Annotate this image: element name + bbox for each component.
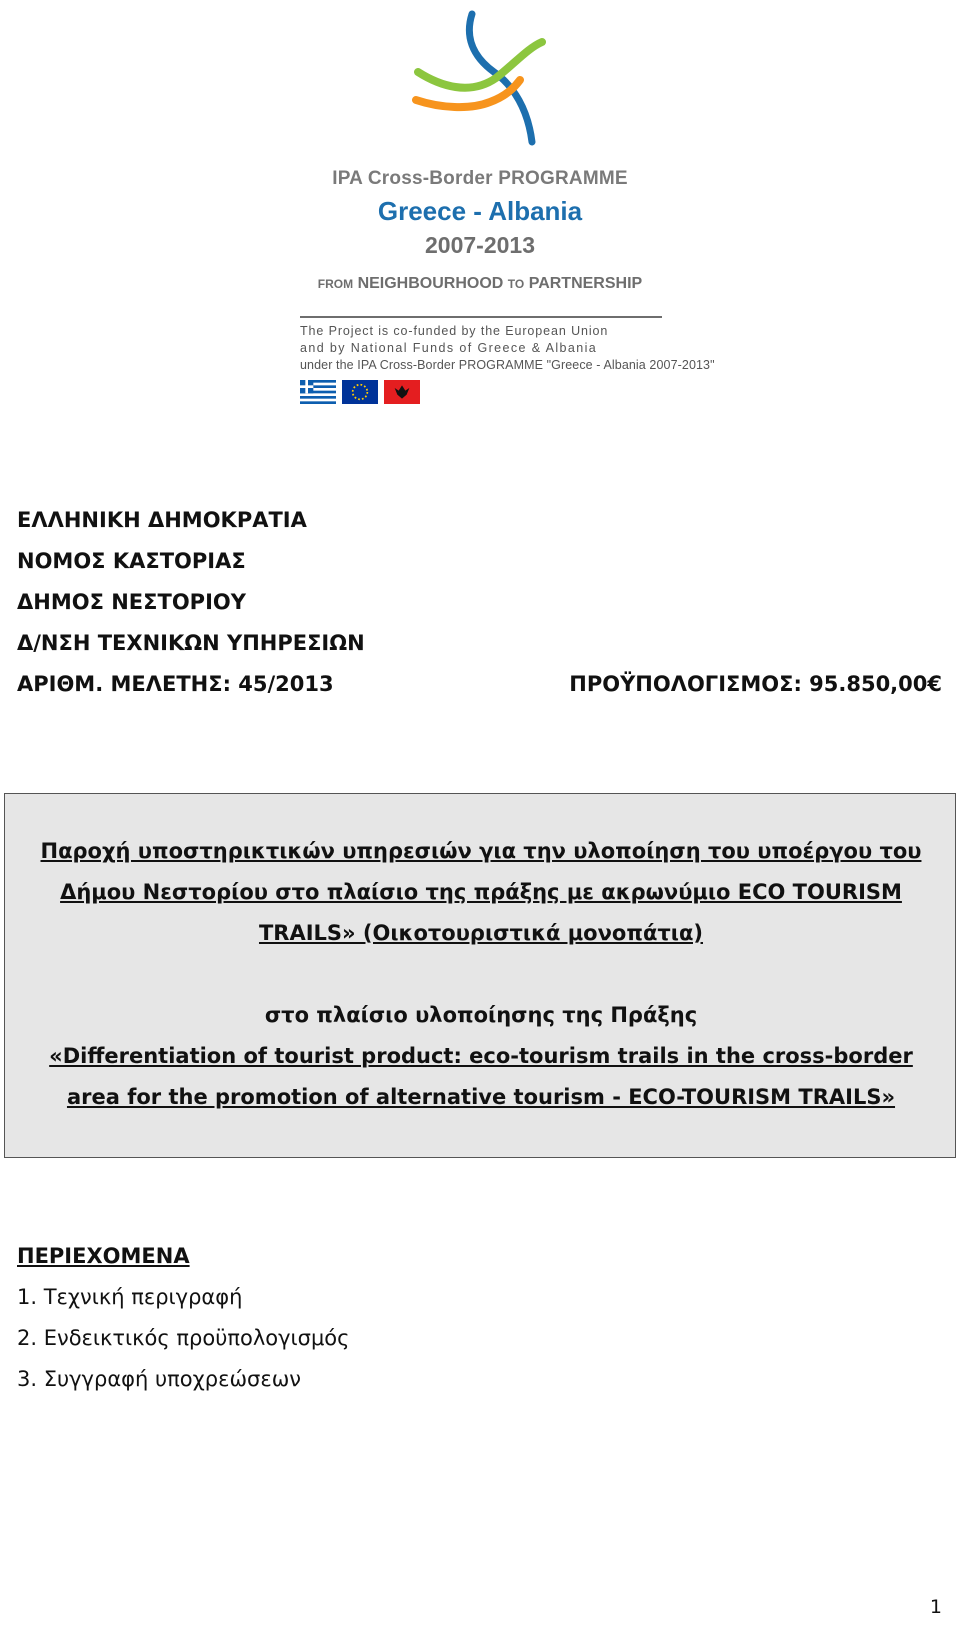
header-prefecture: ΝΟΜΟΣ ΚΑΣΤΟΡΙΑΣ	[17, 549, 246, 573]
logo-countries-text: Greece - Albania	[377, 196, 583, 226]
greece-flag-icon	[300, 380, 336, 404]
programme-logo-mark	[410, 8, 560, 148]
project-title-box	[4, 793, 956, 1158]
toc-item-obligations: 3. Συγγραφή υποχρεώσεων	[17, 1367, 302, 1391]
header-municipality: ΔΗΜΟΣ ΝΕΣΤΟΡΙΟΥ	[17, 590, 246, 614]
contents-heading: ΠΕΡΙΕΧΟΜΕΝΑ	[17, 1244, 190, 1268]
cofund-line: under the IPA Cross-Border PROGRAMME "Greece - Albania 2007-2013"	[300, 358, 715, 372]
action-context-line: στο πλαίσιο υλοποίησης της Πράξης	[264, 1003, 698, 1027]
cofund-line: The Project is co-funded by the European Union	[300, 324, 609, 338]
albania-flag-icon	[384, 380, 420, 404]
tagline-from: FROM	[317, 277, 354, 291]
tagline-neighbourhood: NEIGHBOURHOOD	[357, 275, 504, 292]
logo-tagline	[0, 275, 960, 293]
header-directorate: Δ/ΝΣΗ ΤΕΧΝΙΚΩΝ ΥΠΗΡΕΣΙΩΝ	[17, 631, 365, 655]
tagline-to: TO	[507, 277, 525, 291]
logo-years-text: 2007-2013	[425, 232, 535, 258]
logo-divider	[300, 316, 662, 318]
title-line: TRAILS» (Οικοτουριστικά μονοπάτια)	[258, 921, 703, 945]
title-line: Δήμου Νεστορίου στο πλαίσιο της πράξης με ακρωνύμιο ECO TOURISM	[60, 880, 902, 904]
toc-item-indicative-budget: 2. Ενδεικτικός προϋπολογισμός	[17, 1326, 350, 1350]
logo-programme-text: IPA Cross-Border PROGRAMME	[332, 168, 628, 189]
study-number: ΑΡΙΘΜ. ΜΕΛΕΤΗΣ: 45/2013	[17, 672, 334, 696]
header-republic: ΕΛΛΗΝΙΚΗ ΔΗΜΟΚΡΑΤΙΑ	[17, 508, 307, 532]
page-number: 1	[929, 1596, 942, 1618]
title-line: Παροχή υποστηρικτικών υπηρεσιών για την υλοποίηση του υποέργου του	[40, 839, 922, 863]
action-title-line: area for the promotion of alternative tourism - ECO-TOURISM TRAILS»	[66, 1085, 896, 1109]
cofund-line: and by National Funds of Greece & Albania	[300, 341, 598, 355]
eu-flag-icon	[342, 380, 378, 404]
action-title-line: «Differentiation of tourist product: eco-tourism trails in the cross-border	[49, 1044, 913, 1068]
budget-total: ΠΡΟΫΠΟΛΟΓΙΣΜΟΣ: 95.850,00€	[569, 672, 942, 696]
tagline-partnership: PARTNERSHIP	[528, 275, 643, 292]
toc-item-technical-description: 1. Τεχνική περιγραφή	[17, 1285, 243, 1309]
